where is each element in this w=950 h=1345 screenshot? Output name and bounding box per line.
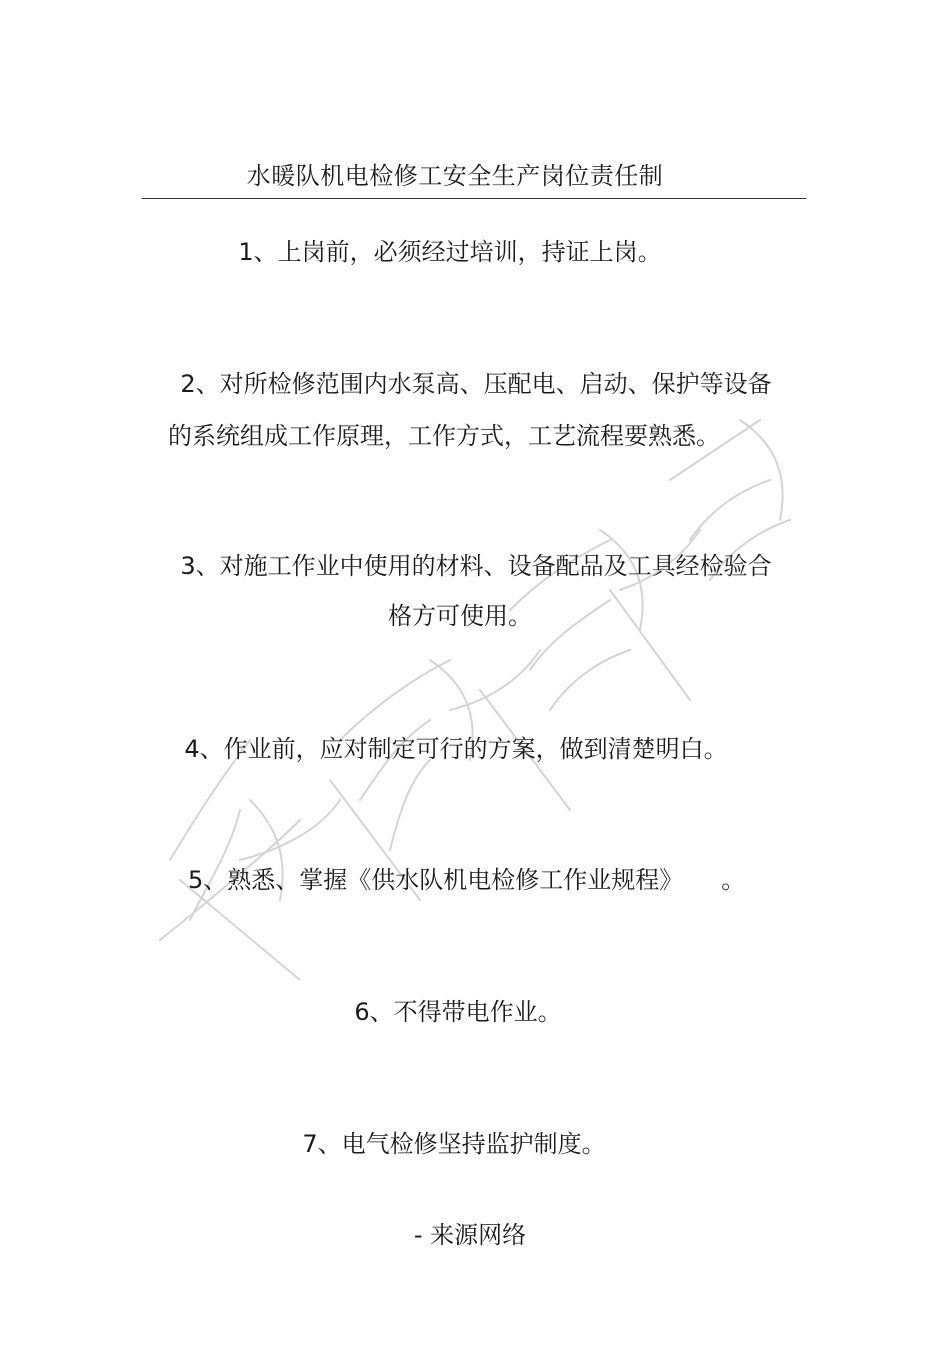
item-5-text: 5、熟悉、掌握《供水队机电检修工作业规程》 xyxy=(188,866,684,894)
item-2-line-1: 2、对所检修范围内水泵高、压配电、启动、保护等设备 xyxy=(180,370,772,398)
item-3-line-1: 3、对施工作业中使用的材料、设备配品及工具经检验合 xyxy=(180,552,772,580)
item-4-line-1: 4、作业前，应对制定可行的方案，做到清楚明白。 xyxy=(184,735,728,763)
item-5-line-1 xyxy=(188,860,745,895)
item-6-line-1: 6、不得带电作业。 xyxy=(354,998,562,1026)
item-5-period: 。 xyxy=(721,866,746,894)
title-underline xyxy=(142,198,806,199)
item-3-line-2: 格方可使用。 xyxy=(388,602,532,630)
footer-source: - 来源网络 xyxy=(413,1221,527,1249)
item-2-line-2: 的系统组成工作原理，工作方式，工艺流程要熟悉。 xyxy=(168,422,720,450)
document-title: 水暖队机电检修工安全生产岗位责任制 xyxy=(246,162,664,190)
item-1-line-1: 1、上岗前，必须经过培训，持证上岗。 xyxy=(238,238,662,266)
item-7-line-1: 7、电气检修坚持监护制度。 xyxy=(302,1130,606,1158)
